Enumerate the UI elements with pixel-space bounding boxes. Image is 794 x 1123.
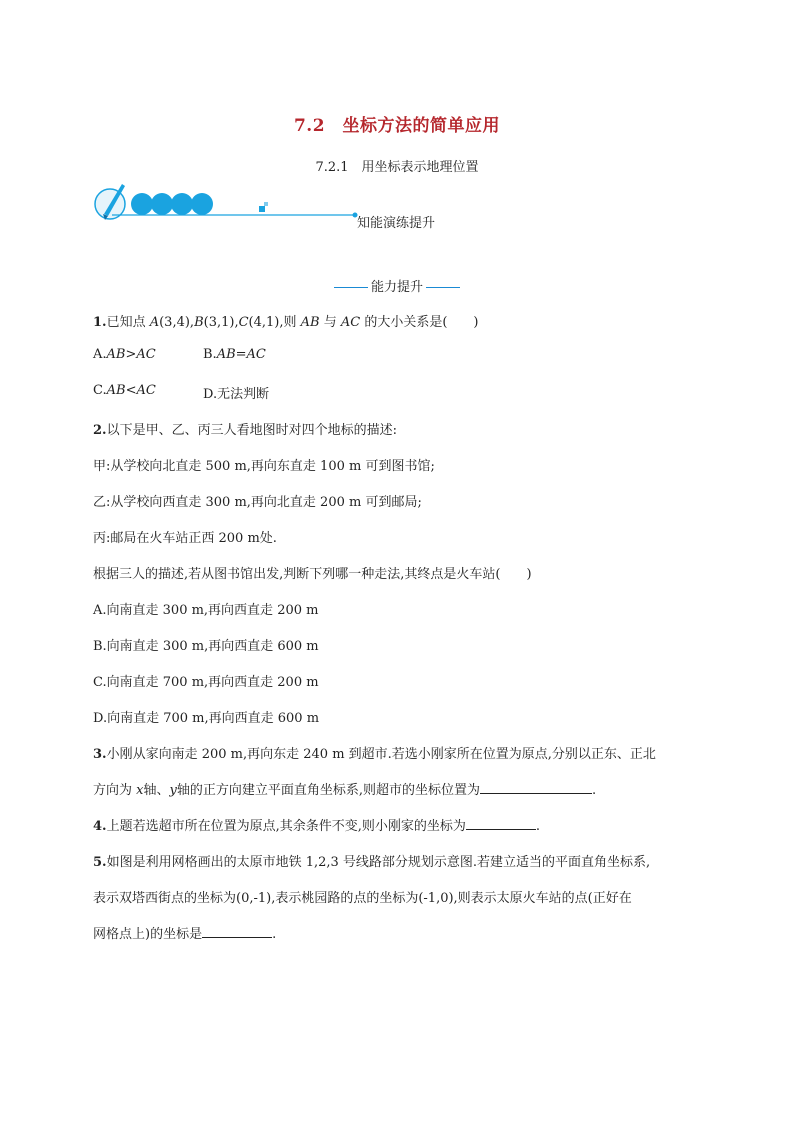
banner-dot: [191, 193, 213, 215]
q3-line2: 方向为 x轴、y轴的正方向建立平面直角坐标系,则超市的坐标位置为 .: [93, 783, 597, 798]
q3-line1: 3.小刚从家向南走 200 m,再向东走 240 m 到超市.若选小刚家所在位置为原点,分别以正东、正北: [93, 747, 656, 762]
q1-options-row1: [93, 347, 393, 362]
q2-option-b: B.向南直走 300 m,再向西直走 600 m: [93, 639, 319, 654]
q2-option-a: A.向南直走 300 m,再向西直走 200 m: [93, 603, 319, 618]
banner-dot: [151, 193, 173, 215]
q5-line1: 5.如图是利用网格画出的太原市地铁 1,2,3 号线路部分规划示意图.若建立适当的平面直角坐标系,: [93, 855, 651, 870]
section-heading-text: 能力提升: [370, 280, 423, 295]
q1-option-d: D.无法判断: [203, 387, 270, 402]
page-subtitle: 7.2.1 用坐标表示地理位置: [315, 160, 479, 175]
heading-rule-left: [334, 287, 368, 288]
q2-statement-bing: 丙:邮局在火车站正西 200 m处.: [93, 531, 277, 546]
heading-rule-right: [426, 287, 460, 288]
q2-option-c: C.向南直走 700 m,再向西直走 200 m: [93, 675, 319, 690]
banner-dot: [171, 193, 193, 215]
section-heading: [0, 276, 794, 295]
q2-stem: 2.以下是甲、乙、丙三人看地图时对四个地标的描述:: [93, 423, 397, 438]
banner-dot: [131, 193, 153, 215]
q3-answer-blank[interactable]: [480, 781, 592, 794]
q1-option-a: A.AB>AC: [93, 347, 156, 362]
q1-option-b: B.AB=AC: [203, 347, 266, 362]
q1-options-row2: [93, 383, 393, 402]
q1-stem: 1.已知点 A(3,4),B(3,1),C(4,1),则 AB 与 AC 的大小关系是( ): [93, 315, 479, 330]
page-title: 7.2 坐标方法的简单应用: [293, 116, 501, 136]
q1-number: 1.: [93, 315, 107, 330]
q5-line3: 网格点上)的坐标是 .: [93, 927, 277, 942]
q4-answer-blank[interactable]: [466, 817, 536, 830]
banner-label: 知能演练提升: [357, 216, 436, 231]
q2-statement-yi: 乙:从学校向西直走 300 m,再向北直走 200 m 可到邮局;: [93, 495, 422, 510]
q5-answer-blank[interactable]: [202, 925, 272, 938]
q2-option-d: D.向南直走 700 m,再向西直走 600 m: [93, 711, 320, 726]
banner-square: [264, 202, 268, 206]
banner-square: [259, 206, 265, 212]
q5-line2: 表示双塔西街点的坐标为(0,-1),表示桃园路的点的坐标为(-1,0),则表示太原火车站的点(正好在: [93, 891, 632, 906]
q1-option-c: C.AB<AC: [93, 383, 156, 398]
q2-question: 根据三人的描述,若从图书馆出发,判断下列哪一种走法,其终点是火车站( ): [93, 567, 532, 582]
q2-statement-jia: 甲:从学校向北直走 500 m,再向东直走 100 m 可到图书馆;: [93, 459, 435, 474]
q4-line: 4.上题若选超市所在位置为原点,其余条件不变,则小刚家的坐标为 .: [93, 819, 540, 834]
